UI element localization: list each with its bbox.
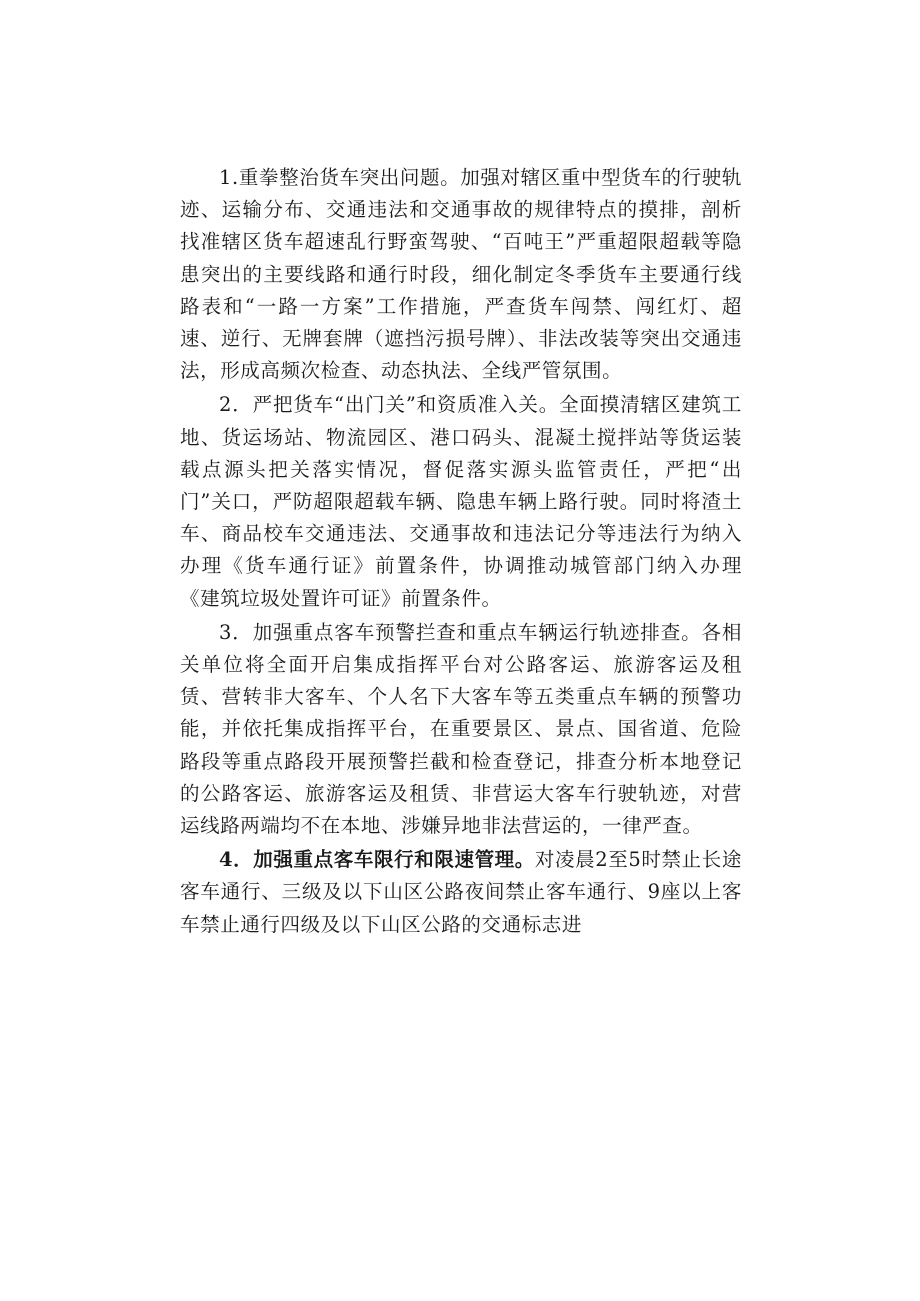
paragraph-1: 1.重拳整治货车突出问题。加强对辖区重中型货车的行驶轨迹、运输分布、交通违法和交通事故的规律特点的摸排，剖析找准辖区货车超速乱行野蛮驾驶、“百吨王”严重超限超载等隐患突出的主要线路和通行时段，细化制定冬季货车主要通行线路表和“一路一方案”工作措施，严查货车闯禁、闯红灯、超速、逆行、无牌套牌（遮挡污损号牌）、非法改装等突出交通违法，形成高频次检查、动态执法、全线严管氛围。 <box>180 166 742 383</box>
paragraph-4 <box>180 844 742 941</box>
paragraph-3: 3．加强重点客车预警拦查和重点车辆运行轨迹排查。各相关单位将全面开启集成指挥平台对公路客运、旅游客运及租赁、营转非大客车、个人名下大客车等五类重点车辆的预警功能，并依托集成指挥平台，在重要景区、景点、国省道、危险路段等重点路段开展预警拦截和检查登记，排查分析本地登记的公路客运、旅游客运及租赁、非营运大客车行驶轨迹，对营运线路两端均不在本地、涉嫌异地非法营运的，一律严查。 <box>180 620 742 838</box>
paragraph-4-heading: 4．加强重点客车限行和限速管理。 <box>219 848 535 872</box>
paragraph-2: 2．严把货车“出门关”和资质准入关。全面摸清辖区建筑工地、货运场站、物流园区、港口码头、混凝土搅拌站等货运装载点源头把关落实情况，督促落实源头监管责任，严把“出门”关口，严防超限超载车辆、隐患车辆上路行驶。同时将渣土车、商品校车交通违法、交通事故和违法记分等违法行为纳入办理《货车通行证》前置条件，协调推动城管部门纳入办理《建筑垃圾处置许可证》前置条件。 <box>180 393 742 610</box>
document-body <box>180 162 742 941</box>
paragraph-4-text: 对凌晨2至5时禁止长途客车通行、三级及以下山区公路夜间禁止客车通行、9座以上客车禁止通行四级及以下山区公路的交通标志进 <box>180 848 742 936</box>
